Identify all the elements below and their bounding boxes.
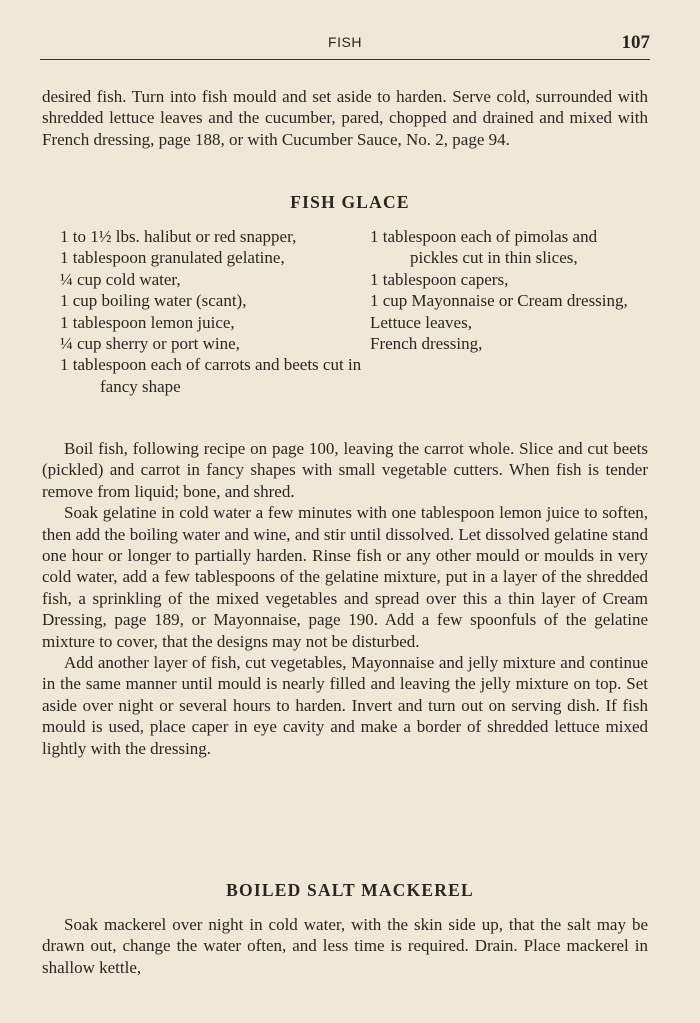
ingredient-item: 1 tablespoon each of carrots and beets cut in fancy shape bbox=[60, 355, 362, 396]
ingredient-item: ¼ cup cold water, bbox=[60, 269, 181, 289]
ingredients-column-left bbox=[60, 226, 370, 397]
continued-paragraph bbox=[42, 86, 648, 150]
ingredient-item: 1 tablespoon lemon juice, bbox=[60, 312, 235, 332]
paragraph: Soak gelatine in cold water a few minutes with one tablespoon lemon juice to soften, then add the boiling water and wine, and stir until dissolved. Let dissolved gelatine stand one hour or longer to partially harden. Rinse fish or any other mould or moulds in very cold water, add a few tablespoons of the gelatine mixture, put in a layer of the shredded fish, a sprinkling of the mixed vegetables and spread over this a thin layer of Cream Dressing, page 189, or Mayonnaise, page 190. Add a few spoonfuls of the gelatine mixture to cover, that the designs may not be disturbed. bbox=[42, 503, 648, 651]
ingredient-item: 1 cup boiling water (scant), bbox=[60, 291, 247, 311]
ingredients-column-right bbox=[370, 226, 648, 397]
ingredient-item: 1 cup Mayonnaise or Cream dressing, bbox=[370, 291, 628, 311]
ingredient-item: 1 tablespoon granulated gelatine, bbox=[60, 248, 285, 268]
page-number: 107 bbox=[621, 32, 650, 53]
ingredient-item: 1 tablespoon each of pimolas and pickles cut in thin slices, bbox=[370, 227, 598, 268]
mackerel-method bbox=[42, 914, 648, 978]
header-rule bbox=[40, 59, 650, 60]
ingredient-item: Lettuce leaves, bbox=[370, 312, 472, 332]
paragraph: desired fish. Turn into fish mould and set aside to harden. Serve cold, surrounded with shredded lettuce leaves and the cucumber, pared, chopped and drained and mixed with French dressing, page 188, or with Cucumber Sauce, No. 2, page 94. bbox=[42, 87, 648, 149]
recipe-method bbox=[42, 438, 648, 759]
ingredient-item: French dressing, bbox=[370, 334, 483, 354]
section-title: FISH bbox=[328, 34, 362, 50]
ingredient-item: 1 tablespoon capers, bbox=[370, 269, 509, 289]
ingredient-item: 1 to 1½ lbs. halibut or red snapper, bbox=[60, 227, 297, 246]
paragraph: Soak mackerel over night in cold water, with the skin side up, that the salt may be drawn out, change the water often, and less time is required. Drain. Place mackerel in shallow kettle, bbox=[42, 915, 648, 977]
ingredient-item: ¼ cup sherry or port wine, bbox=[60, 334, 240, 354]
recipe-title-boiled-salt-mackerel: BOILED SALT MACKEREL bbox=[226, 880, 474, 900]
paragraph: Add another layer of fish, cut vegetables, Mayonnaise and jelly mixture and continue in the same manner until mould is nearly filled and leaving the jelly mixture on top. Set aside over night or several hours to harden. Invert and turn out on serving dish. If fish mould is used, place caper in eye cavity and make a border of shredded lettuce mixed lightly with the dressing. bbox=[42, 653, 648, 758]
running-header bbox=[40, 30, 650, 58]
paragraph: Boil fish, following recipe on page 100, leaving the carrot whole. Slice and cut beets (pickled) and carrot in fancy shapes with small vegetable cutters. When fish is tender remove from liquid; bone, and shred. bbox=[42, 439, 648, 501]
ingredients-list bbox=[60, 226, 648, 397]
recipe-title-fish-glace: FISH GLACE bbox=[290, 192, 410, 212]
